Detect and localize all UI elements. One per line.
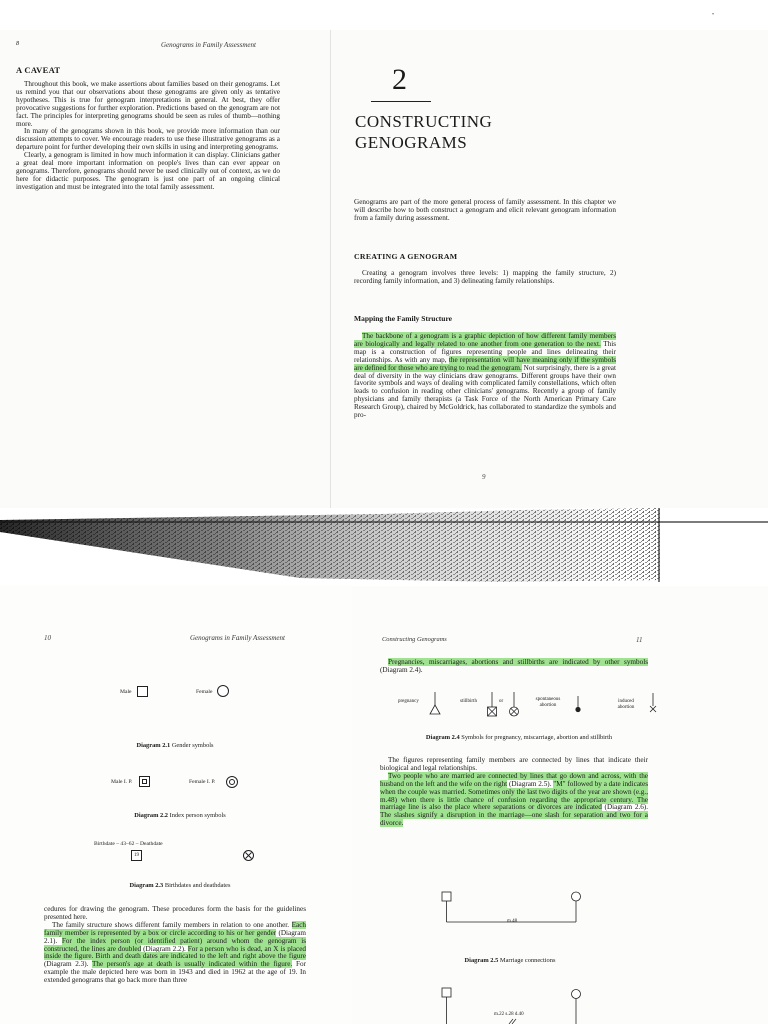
diagram-2-5-caption [430,957,590,964]
pregnancy-highlight: Pregnancies, miscarriages, abortions and stillbirths are indicated by other symbols [388,658,648,666]
diagram-2-4-title: Symbols for pregnancy, miscarriage, abortion and stillbirth [461,734,613,741]
marriage-highlight-1: Two people who are married are connected by lines that go down and across, with the husband on the left and the wife on the right [380,771,648,788]
caveat-body [16,81,280,192]
diagram-2-2-title: Index person symbols [169,812,226,819]
diagram-2-3-title: Birthdates and deathdates [164,882,231,889]
birth-death-label: Birthdate – 43–62 – Deathdate [94,841,163,847]
page-10-body [44,906,306,985]
p2-highlight-3: For a person who is dead, an X is placed inside the figure. Birth and death dates are indicated to the left and right above the figure [44,944,307,961]
p2-text-a: The family structure shows different family members in relation to one another. [52,920,292,929]
p2-text-d: (Diagram 2.3). [44,960,93,969]
mapping-body [354,333,616,420]
page-10-paragraph-1: cedures for drawing the genogram. These procedures form the basis for the guidelines presented here. [44,905,306,921]
scan-smear-graphic [0,508,768,586]
scan-smear-band [0,508,768,586]
pregnancy-label: pregnancy [398,699,419,704]
separation-diagram [440,986,590,1024]
page-marker: 8 [16,41,19,47]
caveat-heading: A CAVEAT [16,65,61,75]
diagram-2-1-number: Diagram 2.1 [136,742,171,749]
chapter-title-line-1: CONSTRUCTING [355,112,493,131]
male-label: Male [120,689,132,695]
diagram-2-1-title: Gender symbols [171,742,214,749]
diagram-2-5-number: Diagram 2.5 [464,957,499,964]
caveat-paragraph-1: Throughout this book, we make assertions about families based on their genograms. Let us remind you that our observations about these genograms are given only as tentative hypotheses. This is true for genogram interpretations in general. At best, they offer provocative suggestions for further exploration. Predictions based on the genogram are not fact. The principles for interpreting genograms should be seen as rules of thumb—nothing more. [16,80,280,128]
male-ip-inner-icon [142,779,147,784]
marriage-text-2: (Diagram 2.6). [601,803,648,812]
pregnancy-paragraph [380,659,648,675]
p2-highlight-4: The person's age at death is usually indicated within the figure. [92,960,293,969]
page-number-11: 11 [636,636,643,644]
mapping-paragraph [354,333,616,420]
stillbirth-circle-icon [508,692,520,718]
female-ip-label: Female I. P. [189,779,216,785]
chapter-intro [354,199,616,223]
induced-abortion-line-2: abortion [617,705,635,710]
female-circle-icon [217,685,229,697]
p2-text-b: (Diagram 2.1). [44,928,306,945]
male-ip-label: Male I. P. [111,779,133,785]
diagram-2-2-caption [100,812,260,819]
chapter-rule [371,101,431,102]
mapping-heading: Mapping the Family Structure [354,314,452,323]
caveat-paragraph-3: Clearly, a genogram is limited in how much information it can display. Clinicians gather a great deal more important information on people's lives than can ever appear on genograms. Therefore, genograms should never be used clinically out of context, as we do here for didactic purposes. The genogram is just one part of an ongoing clinical investigation and must be integrated into the total family assessment. [16,151,280,191]
p2-text-c: (Diagram 2.2). [141,944,188,953]
spontaneous-abortion-dot-icon [574,696,582,718]
separation-dates-label: m.22 s.28 d.40 [494,1012,524,1017]
spread-gutter [330,30,331,508]
pregnancy-triangle-icon [429,692,441,716]
marriage-highlight-3: The slashes signify a disruption in the marriage—one slash for separation and two for a divorce. [380,811,648,828]
male-square-icon [137,686,148,697]
marriage-text-block [380,757,648,828]
running-head-right: Constructing Genograms [382,636,447,643]
age-at-death: 19 [134,853,139,858]
female-ip-inner-icon [229,779,235,785]
mapping-text-2: Not surprisingly, there is a great deal of diversity in the way clinicians draw genograms. Different groups have their own favorite symbols and ways of dealing with complicated family constellations, which often leads to confusion in reading other clinicians' genograms. Recently a group of family physicians and family therapists (a Task Force of the North American Primary Care Research Group), chaired by McGoldrick, has collaborated to standardize the symbols and pro- [354,363,616,420]
p2-highlight-2: For the index person (or identified patient) around whom the genogram is constructed, the lines are doubled [44,936,306,953]
figures-paragraph: The figures representing family members are connected by lines that indicate their biological and legal relationships. [380,756,648,772]
spontaneous-abortion-label [528,697,568,709]
induced-abortion-x-icon [648,693,658,715]
running-head-top: Genograms in Family Assessment [161,41,256,49]
page-10-paragraph-2 [44,922,306,985]
creating-genogram-body [354,270,616,286]
stillbirth-square-icon [486,692,498,718]
diagram-2-3-number: Diagram 2.3 [129,882,164,889]
marriage-highlight-2: "M" followed by a date indicates when the couple was married. Sometimes only the last two digits of the year are shown (e.g., m.48) when there is little chance of confusion regarding the appropriate century. The marriage line is also the place where separations or divorces are indicated [380,779,648,812]
mapping-text-1: This map is a construction of figures representing people and lines delineating their relationships. As with any map, [354,339,617,364]
caveat-paragraph-2: In many of the genograms shown in this book, we provide more information than our discussion attempts to cover. We encourage readers to use these illustrative genograms as a departure point for further developing their own skills in using and interpreting genograms. [16,127,280,152]
p2-text-e: For example the male depicted here was born in 1943 and died in 1962 at the age of 19. In extended genograms that go back more than three [44,960,306,985]
diagram-2-4-caption [384,734,654,741]
marriage-connection-diagram [440,890,590,934]
pregnancy-text-block [380,659,648,675]
deceased-male-icon [131,850,142,861]
marriage-date-label: m.48 [507,919,518,924]
pregnancy-text: (Diagram 2.4). [380,665,423,674]
diagram-2-2-number: Diagram 2.2 [134,812,169,819]
creating-genogram-text: Creating a genogram involves three levels: 1) mapping the family structure, 2) recording family information, and 3) delineating family relationships. [354,269,616,285]
chapter-intro-text: Genograms are part of the more general process of family assessment. In this chapter we will describe how to both construct a genogram and elicit relevant genogram information from a family during assessment. [354,198,616,222]
or-label: or [499,699,504,704]
marriage-text-1: (Diagram 2.5). [507,779,554,788]
chapter-title [355,111,492,153]
deceased-female-icon [243,850,254,861]
mapping-highlight-1: The backbone of a genogram is a graphic depiction of how different family members are biologically and legally related to one another from one generation to the next. [354,332,616,348]
corner-mark: • [712,12,715,18]
mapping-highlight-2: the representation will have meaning only if the symbols are defined for those who are trying to read the genogram. [354,355,617,372]
chapter-title-line-2: GENOGRAMS [355,133,468,152]
chapter-number: 2 [392,63,407,96]
diagram-2-3-caption [95,882,265,889]
diagram-2-1-caption [105,742,245,749]
spontaneous-abortion-line-1: spontaneous [535,697,561,702]
running-head-left: Genograms in Family Assessment [190,634,285,642]
deceased-x-icon [244,851,253,860]
marriage-paragraph [380,773,648,828]
p2-highlight-1: Each family member is represented by a box or circle according to his or her gender [44,920,306,937]
diagram-2-4-number: Diagram 2.4 [425,734,460,741]
page-number-10: 10 [44,634,51,642]
diagram-2-5-title: Marriage connections [499,957,556,964]
induced-abortion-line-1: induced [618,699,634,704]
stillbirth-label: stillbirth [460,699,477,704]
female-label: Female [196,689,213,695]
creating-genogram-heading: CREATING A GENOGRAM [354,252,458,261]
spontaneous-abortion-line-2: abortion [539,703,557,708]
induced-abortion-label [612,699,640,711]
page-number-9: 9 [482,473,486,481]
